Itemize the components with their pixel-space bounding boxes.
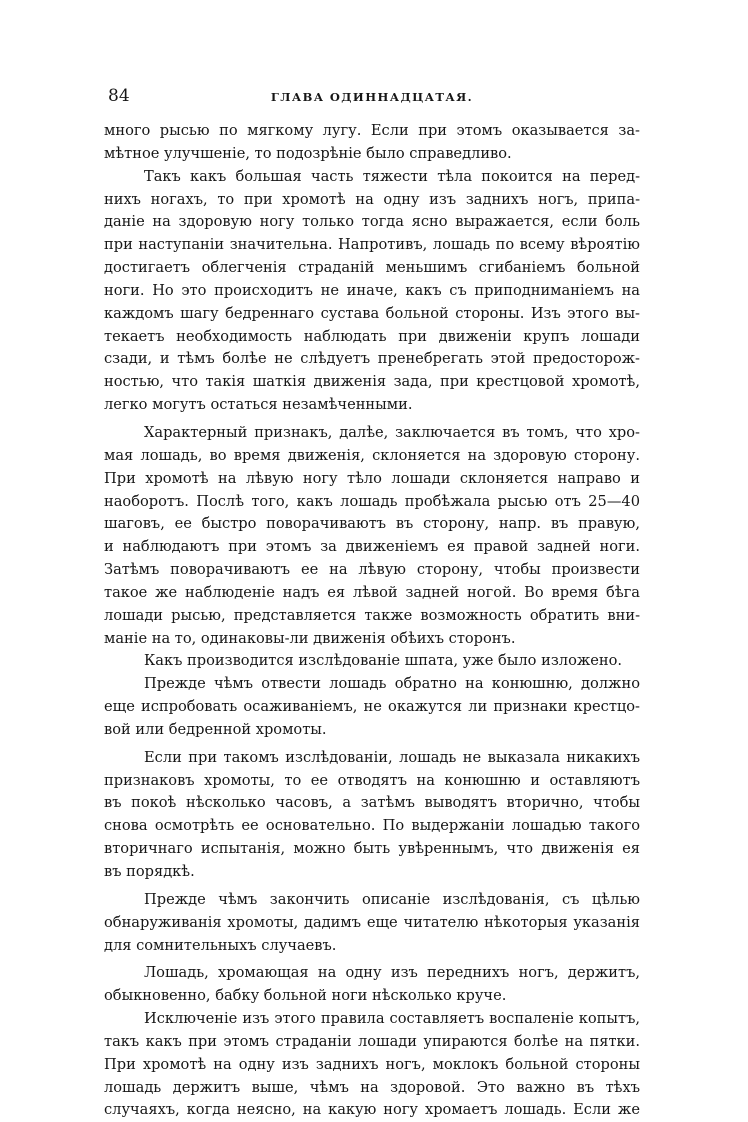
text-line: сзади, и тѣмъ болѣе не слѣдуетъ пренебрегать этой предосторож- (104, 350, 640, 368)
text-line: Прежде чѣмъ отвести лошадь обратно на конюшню, должно (144, 675, 640, 693)
text-line: мѣтное улучшеніе, то подозрѣніе было справедливо. (104, 144, 512, 162)
text-line: много рысью по мягкому лугу. Если при этомъ оказывается за- (104, 122, 640, 139)
text-line: наоборотъ. Послѣ того, какъ лошадь пробѣжала рысью отъ 25—40 (104, 492, 640, 510)
text-line: признаковъ хромоты, то ее отводятъ на конюшню и оставляютъ (104, 771, 640, 789)
text-line: Если при такомъ изслѣдованіи, лошадь не выказала никакихъ (144, 748, 640, 766)
text-line: мая лошадь, во время движенія, склоняется на здоровую сторону. (104, 446, 640, 464)
text-line: еще испробовать осаживаніемъ, не окажутся ли признаки крестцо- (104, 698, 640, 716)
text-line: лошади рысью, представляется также возможность обратить вни- (104, 606, 640, 624)
text-line: лошадь держитъ выше, чѣмъ на здоровой. Это важно въ тѣхъ (104, 1078, 640, 1096)
text-line: Какъ производится изслѣдованіе шпата, уже было изложено. (144, 652, 623, 670)
text-line: обнаруживанія хромоты, дадимъ еще читателю нѣкоторыя указанія (104, 913, 640, 931)
text-line: Такъ какъ большая часть тяжести тѣла покоится на перед- (144, 167, 640, 185)
text-line: текаетъ необходимость наблюдать при движеніи крупъ лошади (104, 327, 640, 345)
running-header (104, 84, 640, 108)
text-line: такое же наблюденіе надъ ея лѣвой задней ногой. Во время бѣга (104, 583, 640, 601)
page-number: 84 (108, 86, 130, 106)
text-line: Затѣмъ поворачиваютъ ее на лѣвую сторону, чтобы произвести (104, 561, 640, 579)
text-line: Исключеніе изъ этого правила составляетъ воспаленіе копытъ, (144, 1010, 640, 1028)
text-line: для сомнительныхъ случаевъ. (104, 936, 337, 954)
text-line: При хромотѣ на одну изъ заднихъ ногъ, моклокъ больной стороны (104, 1055, 640, 1073)
text-line: каждомъ шагу бедреннаго сустава больной стороны. Изъ этого вы- (104, 304, 640, 322)
text-line: маніе на то, одинаковы-ли движенія обѣихъ сторонъ. (104, 629, 516, 647)
text-line: легко могутъ остаться незамѣченными. (104, 396, 413, 414)
text-line: вторичнаго испытанія, можно быть увѣреннымъ, что движенія ея (104, 840, 640, 858)
text-line: достигаетъ облегченія страданій меньшимъ сгибаніемъ больной (104, 259, 640, 277)
text-line: при наступаніи значительна. Напротивъ, лошадь по всему вѣроятію (104, 236, 640, 254)
body-text (104, 120, 640, 1122)
text-line: такъ какъ при этомъ страданіи лошади упираются болѣе на пятки. (104, 1032, 640, 1050)
text-line: шаговъ, ее быстро поворачиваютъ въ сторону, напр. въ правую, (104, 515, 640, 533)
text-line: вой или бедренной хромоты. (104, 720, 327, 738)
text-line: ностью, что такія шаткія движенія зада, при крестцовой хромотѣ, (104, 373, 640, 391)
text-line: обыкновенно, бабку больной ноги нѣсколько круче. (104, 987, 507, 1005)
text-line: нихъ ногахъ, то при хромотѣ на одну изъ заднихъ ногъ, припа- (104, 190, 640, 208)
text-line: Характерный признакъ, далѣе, заключается въ томъ, что хро- (144, 423, 640, 441)
text-line: въ порядкѣ. (104, 863, 195, 880)
text-line: ноги. Но это происходитъ не иначе, какъ съ приподниманіемъ на (104, 281, 640, 299)
text-line: При хромотѣ на лѣвую ногу тѣло лошади склоняется направо и (104, 469, 640, 487)
text-line: Прежде чѣмъ закончить описаніе изслѣдованія, съ цѣлью (144, 890, 640, 908)
text-line: снова осмотрѣть ее основательно. По выдержаніи лошадью такого (104, 817, 640, 835)
text-line: въ покоѣ нѣсколько часовъ, а затѣмъ выводятъ вторично, чтобы (104, 794, 640, 812)
text-line: Лошадь, хромающая на одну изъ переднихъ ногъ, держитъ, (144, 964, 640, 982)
chapter-title: ГЛАВА ОДИННАДЦАТАЯ. (270, 90, 474, 104)
text-line: даніе на здоровую ногу только тогда ясно выражается, если боль (104, 213, 640, 231)
text-line: случаяхъ, когда неясно, на какую ногу хромаетъ лошадь. Если же (104, 1101, 640, 1119)
text-line: и наблюдаютъ при этомъ за движеніемъ ея правой задней ноги. (104, 538, 640, 556)
